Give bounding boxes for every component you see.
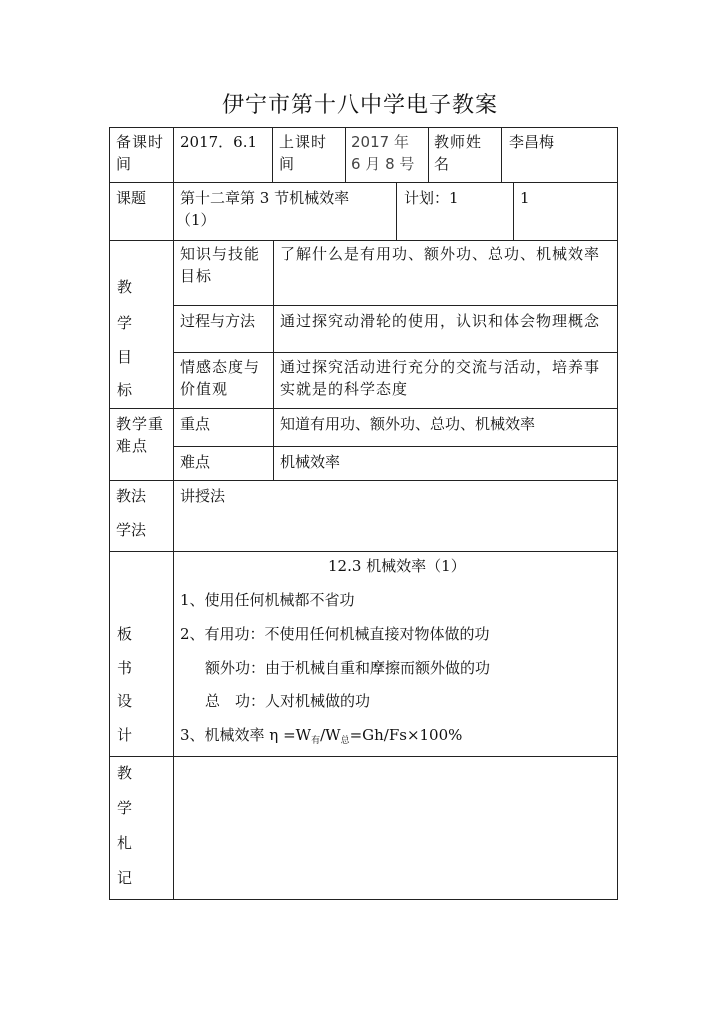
class-time-label: 上课时间 [279, 133, 328, 173]
objective-content: 通过探究动滑轮的使用，认识和体会物理概念 [280, 312, 601, 330]
plan-value: 1 [520, 189, 530, 207]
objective-category: 情感态度与价值观 [180, 358, 261, 398]
efficiency-formula: 3、机械效率 $\eta =W_有/W_总=Gh/Fs\times 100\%$ [180, 726, 463, 746]
page-title: 伊宁市第十八中学电子教案 [221, 93, 498, 118]
objective-content: 通过探究活动进行充分的交流与活动，培养事实就是的科学态度 [280, 358, 601, 398]
board-line: 1、使用任何机械都不省功 [180, 591, 355, 609]
teacher-name: 李昌梅 [509, 133, 555, 151]
focus-value: 知道有用功、额外功、总功、机械效率 [280, 415, 536, 433]
objectives-label-char: 目 [117, 348, 133, 366]
board-line: 额外功：由于机械自重和摩擦而额外做的功 [205, 659, 491, 677]
focus-label: 重点 [180, 415, 211, 433]
objectives-label-char: 学 [117, 314, 133, 332]
notes-label-char: 札 [117, 834, 133, 852]
plan-label: 计划：1 [404, 189, 459, 207]
method-value: 讲授法 [180, 487, 226, 505]
board-label-char: 计 [117, 726, 133, 744]
topic-value-part: （1） [176, 211, 216, 229]
prep-time-value: 2017．6.1 [180, 133, 258, 151]
teacher-label: 教师姓名 [434, 133, 483, 173]
topic-label: 课题 [116, 189, 147, 207]
class-time-date: 6 月 8 号 [351, 155, 415, 173]
difficulty-label: 难点 [180, 453, 211, 471]
key-points-label: 教学重难点 [116, 415, 165, 455]
objectives-label-char: 标 [117, 381, 133, 399]
board-heading: 12.3 机械效率（1） [328, 557, 466, 575]
objectives-label-char: 教 [117, 278, 133, 296]
method-label: 教法 [116, 487, 147, 505]
difficulty-value: 机械效率 [280, 453, 341, 471]
notes-label-char: 记 [117, 869, 133, 887]
board-line: 总 功：人对机械做的功 [205, 692, 371, 710]
prep-time-label: 备课时间 [116, 133, 165, 173]
board-label-char: 书 [117, 659, 133, 677]
notes-label-char: 教 [117, 764, 133, 782]
board-label-char: 板 [117, 625, 133, 643]
objective-category: 过程与方法 [180, 312, 256, 330]
objective-category: 知识与技能目标 [180, 245, 261, 285]
notes-label-char: 学 [117, 799, 133, 817]
method-label: 学法 [116, 521, 147, 539]
class-time-year: 2017 年 [351, 133, 409, 151]
topic-value: 第十二章第 3 节机械效率 [180, 189, 350, 207]
board-label-char: 设 [117, 692, 133, 710]
objective-content: 了解什么是有用功、额外功、总功、机械效率 [280, 245, 601, 263]
board-line: 2、有用功：不使用任何机械直接对物体做的功 [180, 625, 490, 643]
